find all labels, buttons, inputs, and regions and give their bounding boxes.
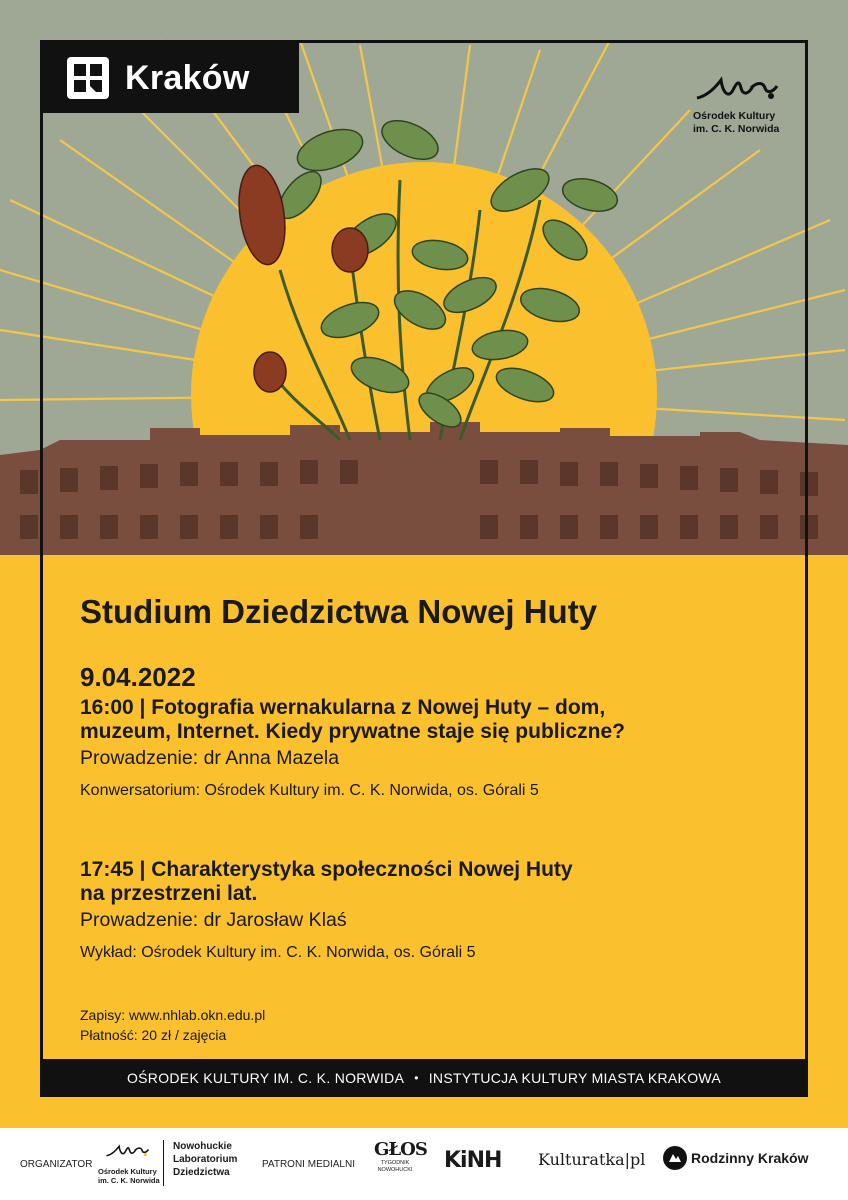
nld-line2: Laboratorium: [173, 1154, 238, 1165]
event-content: [80, 590, 770, 964]
okn-signature-icon: [693, 68, 783, 110]
kulturatka-logo: Kulturatka|pl: [538, 1150, 646, 1169]
event-title: Studium Dziedzictwa Nowej Huty: [80, 593, 598, 630]
sponsor-footer: [0, 1128, 848, 1200]
footer-okn-line1: Ośrodek Kultury: [98, 1167, 157, 1176]
band-right-text: INSTYTUCJA KULTURY MIASTA KRAKOWA: [428, 1070, 722, 1086]
event-date: 9.04.2022: [80, 662, 196, 692]
krakow-logo: [43, 43, 299, 113]
patrons-label: PATRONI MEDIALNI: [262, 1159, 355, 1170]
session-1: [80, 696, 770, 802]
band-separator: •: [414, 1071, 419, 1085]
rodzinny-krakow-text: Rodzinny Kraków: [691, 1150, 809, 1166]
session-1-title-line1: 16:00 | Fotografia wernakularna z Nowej Huty – dom,: [80, 696, 606, 719]
footer-okn-line2: im. C. K. Norwida: [98, 1176, 160, 1185]
okn-logo: [693, 68, 793, 136]
nld-line3: Dziedzictwa: [173, 1167, 230, 1178]
glos-main: GŁOS: [374, 1139, 427, 1160]
registration-info: [80, 1005, 265, 1045]
building: [0, 422, 848, 555]
krakow-logo-text: Kraków: [125, 58, 250, 97]
footer-okn-signature-icon: [98, 1140, 158, 1162]
session-1-place: Konwersatorium: Ośrodek Kultury im. C. K. Norwida, os. Górali 5: [80, 782, 539, 799]
institution-band: [40, 1059, 808, 1097]
nld-line1: Nowohuckie: [173, 1141, 232, 1152]
payment-info: Płatność: 20 zł / zajęcia: [80, 1027, 227, 1043]
session-2-title-line1: 17:45 | Charakterystyka społeczności Nowej Huty: [80, 858, 573, 881]
kinh-logo: KiNH: [444, 1148, 502, 1173]
band-left-text: OŚRODEK KULTURY IM. C. K. NORWIDA: [126, 1070, 405, 1086]
session-2-place: Wykład: Ośrodek Kultury im. C. K. Norwida, os. Górali 5: [80, 944, 476, 961]
footer-okn-logo: [98, 1140, 166, 1185]
session-2: [80, 858, 770, 964]
krakow-mark-icon: [67, 57, 109, 99]
rodzinny-krakow-icon: [663, 1146, 687, 1170]
rodzinny-krakow-logo: [663, 1146, 808, 1170]
session-1-title-line2: muzeum, Internet. Kiedy prywatne staje się publiczne?: [80, 720, 625, 743]
glos-logo: [374, 1139, 427, 1174]
glos-sub: TYGODNIK NOWOHUCKI: [377, 1160, 413, 1173]
organizer-label: ORGANIZATOR: [20, 1159, 93, 1170]
session-2-title-line2: na przestrzeni lat.: [80, 882, 258, 905]
okn-logo-line1: Ośrodek Kultury: [693, 110, 776, 122]
footer-divider: [163, 1140, 164, 1186]
session-2-lead: Prowadzenie: dr Jarosław Klaś: [80, 909, 347, 931]
registration-link[interactable]: Zapisy: www.nhlab.okn.edu.pl: [80, 1007, 266, 1023]
okn-logo-line2: im. C. K. Norwida: [693, 123, 780, 135]
session-1-lead: Prowadzenie: dr Anna Mazela: [80, 747, 340, 769]
nld-logo: [173, 1140, 237, 1179]
